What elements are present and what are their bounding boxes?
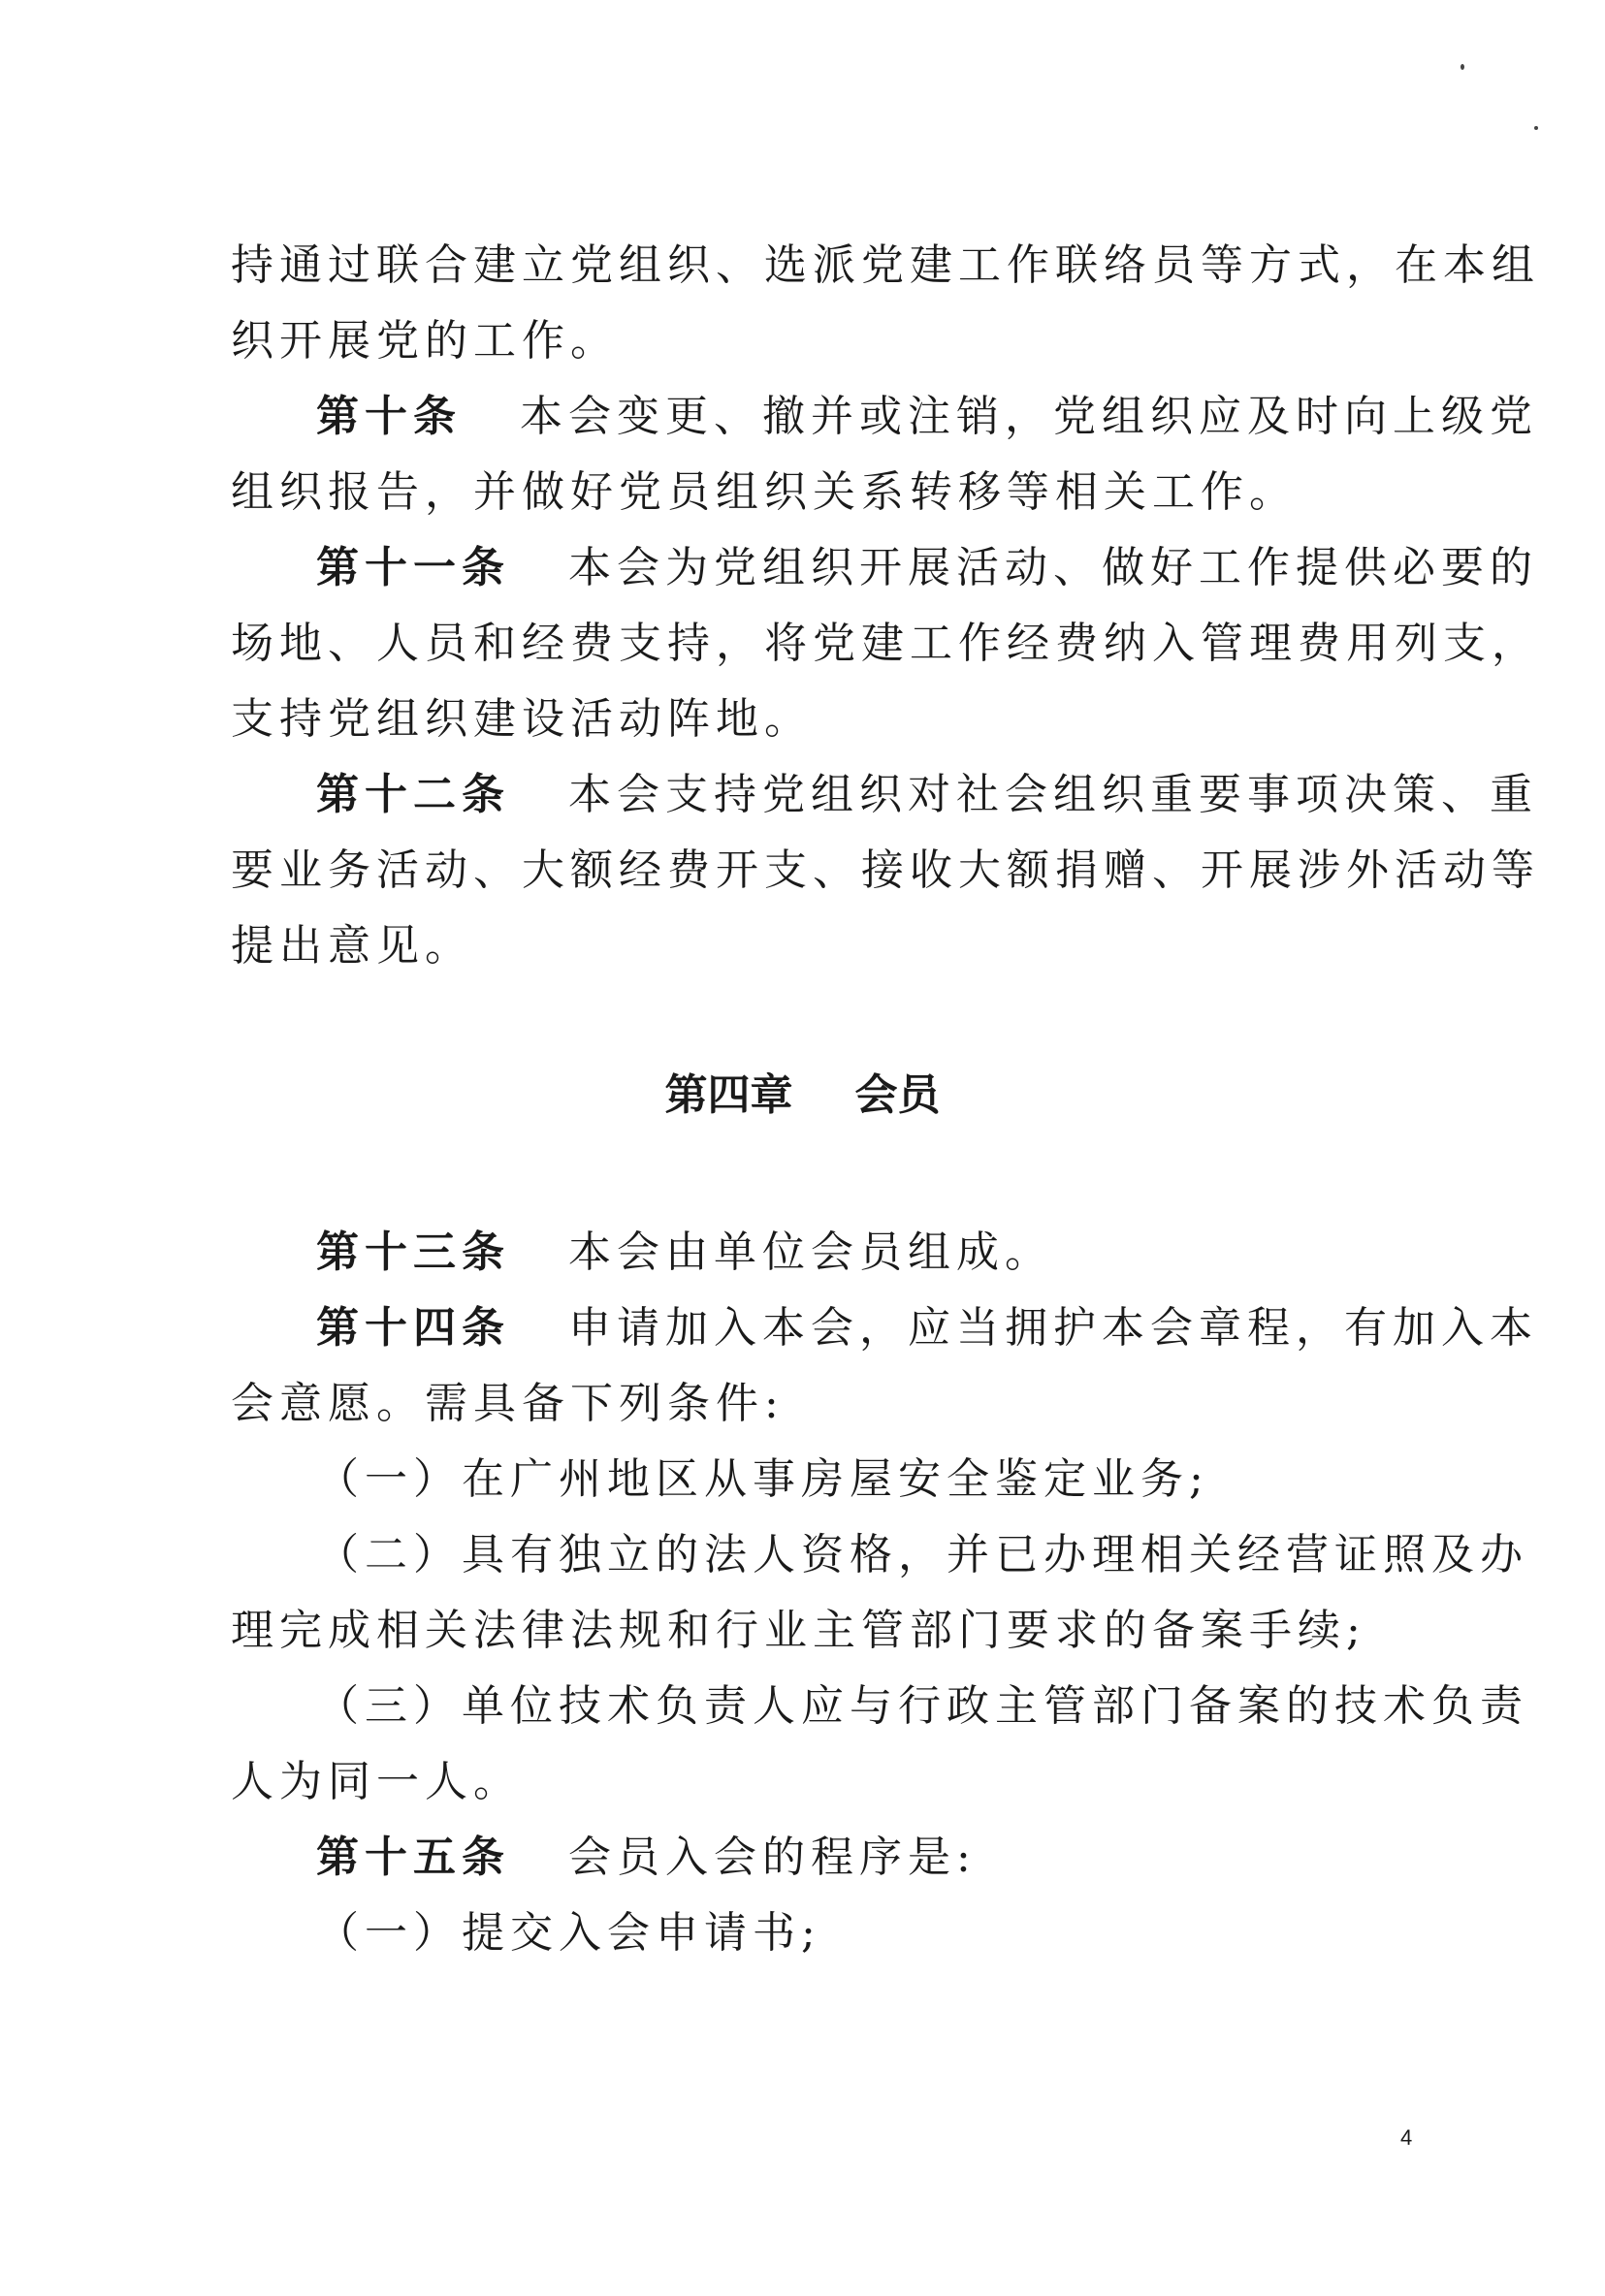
article-title: 第十五条 (316, 1833, 510, 1882)
paragraph-line: 理完成相关法律法规和行业主管部门要求的备案手续; (231, 1606, 1366, 1655)
list-item: （三）单位技术负责人应与行政主管部门备案的技术负责 (316, 1681, 1528, 1731)
article-text: 本会支持党组织对社会组织重要事项决策、重 (568, 770, 1538, 819)
article-title: 第十四条 (316, 1303, 510, 1353)
chapter-name: 会员 (854, 1070, 941, 1120)
chapter-number: 第四章 (664, 1070, 793, 1120)
article-12 (316, 766, 1538, 824)
page-number: 4 (1400, 2125, 1413, 2150)
article-title: 第十二条 (316, 770, 510, 819)
paragraph-line: 会意愿。需具备下列条件: (231, 1379, 785, 1428)
scan-speck (1534, 126, 1538, 130)
article-title: 第十一条 (316, 543, 510, 592)
article-text: 本会由单位会员组成。 (568, 1228, 1053, 1277)
chapter-heading (0, 1067, 1605, 1125)
article-text: 本会为党组织开展活动、做好工作提供必要的 (568, 543, 1538, 592)
article-15 (316, 1829, 1499, 1887)
article-text: 申请加入本会，应当拥护本会章程，有加入本 (568, 1303, 1538, 1353)
paragraph-line: 提出意见。 (231, 921, 473, 971)
list-item: （一）在广州地区从事房屋安全鉴定业务; (316, 1454, 1209, 1504)
article-14 (316, 1299, 1538, 1357)
article-title: 第十三条 (316, 1228, 510, 1277)
scan-speck (1461, 64, 1464, 70)
paragraph-line: 人为同一人。 (231, 1757, 522, 1806)
article-13 (316, 1224, 1499, 1282)
list-item: （二）具有独立的法人资格，并已办理相关经营证照及办 (316, 1530, 1528, 1579)
paragraph-line: 组织报告，并做好党员组织关系转移等相关工作。 (231, 467, 1298, 517)
article-text: 本会变更、撤并或注销，党组织应及时向上级党 (520, 392, 1538, 441)
paragraph-line: 织开展党的工作。 (231, 316, 619, 366)
list-item: （一）提交入会申请书; (316, 1908, 821, 1958)
article-11 (316, 539, 1538, 597)
article-10 (316, 388, 1538, 446)
paragraph-line: 场地、人员和经费支持，将党建工作经费纳入管理费用列支， (231, 619, 1540, 668)
paragraph-line: 要业务活动、大额经费开支、接收大额捐赠、开展涉外活动等 (231, 845, 1540, 895)
paragraph-line: 持通过联合建立党组织、选派党建工作联络员等方式，在本组 (231, 240, 1540, 290)
article-title: 第十条 (316, 392, 462, 441)
paragraph-line: 支持党组织建设活动阵地。 (231, 694, 813, 744)
article-text: 会员入会的程序是: (568, 1833, 977, 1882)
